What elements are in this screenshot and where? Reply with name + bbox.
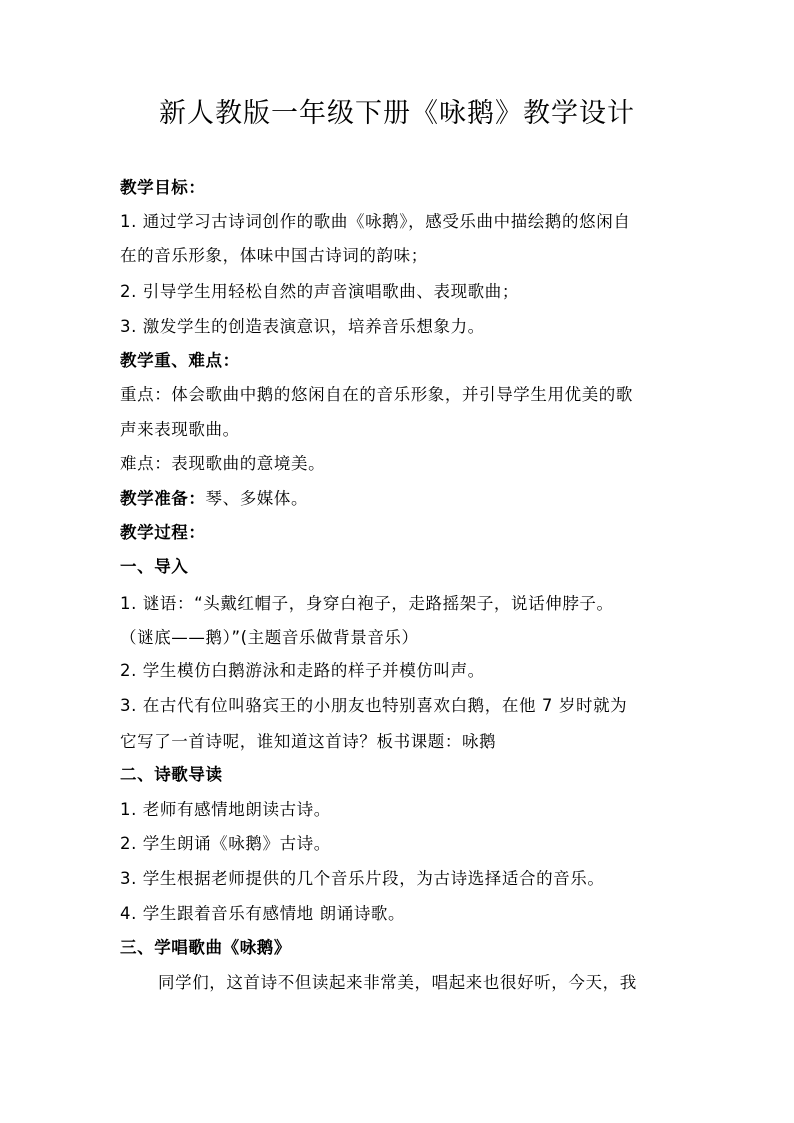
key-point-line: 重点：体会歌曲中鹅的悠闲自在的音乐形象，并引导学生用优美的歌 [120, 385, 633, 404]
section-heading: 三、学唱歌曲《咏鹅》 [120, 938, 291, 957]
section-line: 同学们，这首诗不但读起来非常美，唱起来也很好听，今天，我 [158, 973, 637, 992]
section-heading: 一、导入 [120, 557, 189, 576]
section-line: 1. 老师有感情地朗读古诗。 [120, 800, 331, 819]
objective-line: 2. 引导学生用轻松自然的声音演唱歌曲、表现歌曲； [120, 282, 519, 301]
section-line: （谜底——鹅）”(主题音乐做背景音乐） [120, 628, 419, 647]
section-line: 它写了一首诗呢，谁知道这首诗？板书课题：咏鹅 [120, 732, 497, 751]
section-line: 4. 学生跟着音乐有感情地 朗诵诗歌。 [120, 904, 406, 923]
objective-line: 3. 激发学生的创造表演意识，培养音乐想象力。 [120, 317, 485, 336]
preparation-label: 教学准备： [120, 489, 206, 508]
preparation-value: 琴、多媒体。 [205, 489, 309, 508]
section-line: 2. 学生模仿白鹅游泳和走路的样子并模仿叫声。 [120, 661, 485, 680]
section-heading: 二、诗歌导读 [120, 765, 223, 784]
objective-line: 在的音乐形象，体味中国古诗词的韵味； [120, 246, 428, 265]
objective-line: 1. 通过学习古诗词创作的歌曲《咏鹅》，感受乐曲中描绘鹅的悠闲自 [120, 212, 631, 231]
key-points-heading: 教学重、难点： [120, 351, 240, 370]
difficulty-line: 难点：表现歌曲的意境美。 [120, 454, 326, 473]
preparation-line [120, 487, 690, 511]
section-line: 3. 学生根据老师提供的几个音乐片段，为古诗选择适合的音乐。 [120, 869, 605, 888]
section-line: 1. 谜语：“头戴红帽子，身穿白袍子，走路摇架子，说话伸脖子。 [120, 594, 614, 613]
section-line: 3. 在古代有位叫骆宾王的小朋友也特别喜欢白鹅，在他 7 岁时就为 [120, 696, 628, 715]
document-title: 新人教版一年级下册《咏鹅》教学设计 [159, 98, 635, 129]
key-point-line: 声来表现歌曲。 [120, 420, 240, 439]
process-heading: 教学过程： [120, 523, 206, 542]
section-line: 2. 学生朗诵《咏鹅》古诗。 [120, 834, 331, 853]
objectives-heading: 教学目标： [120, 178, 206, 197]
